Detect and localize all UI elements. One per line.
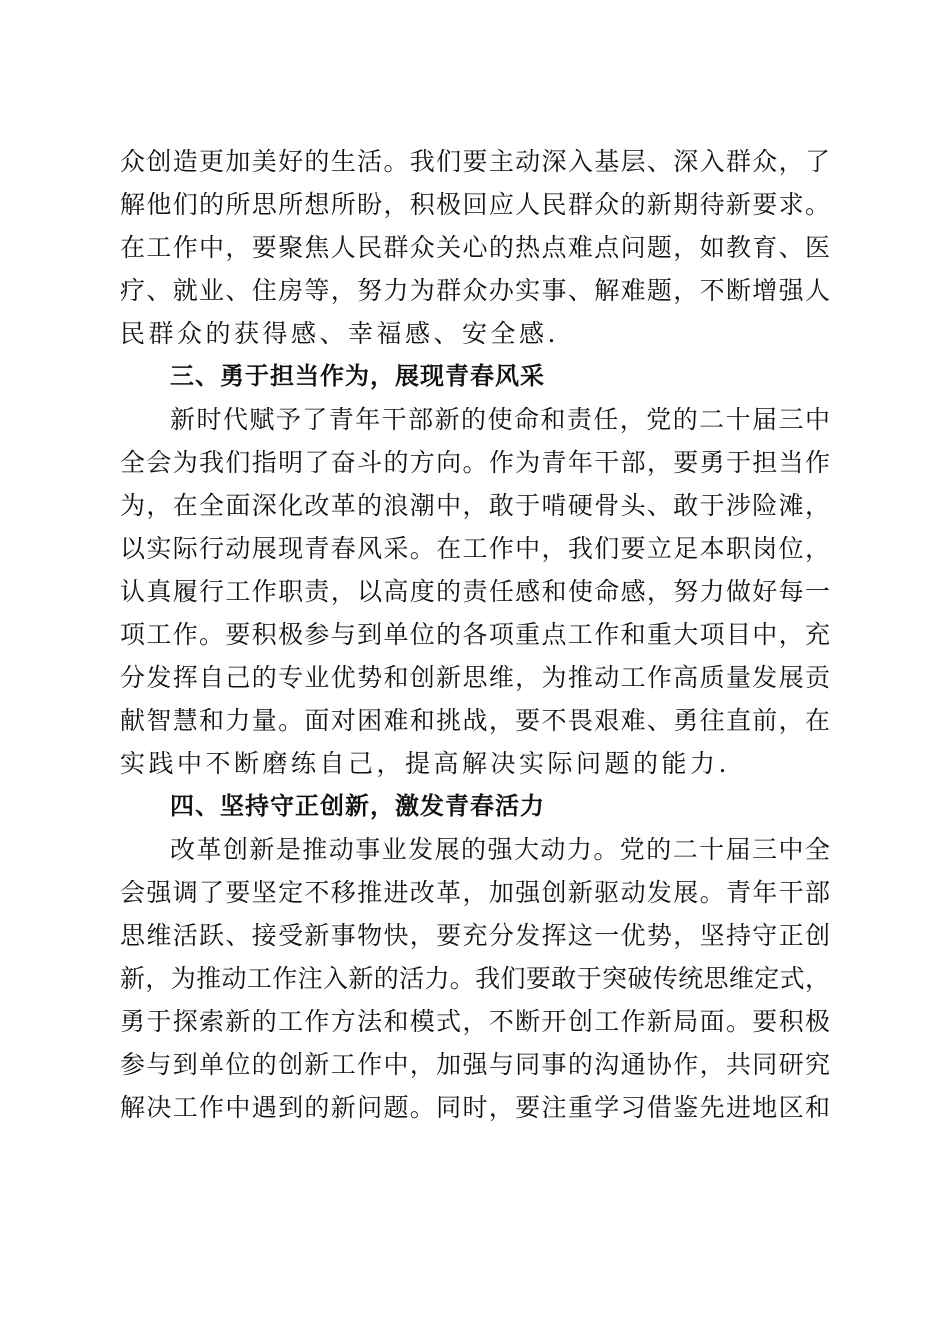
text-line: 实践中不断磨练自己，提高解决实际问题的能力. (120, 749, 730, 778)
text-line: 解他们的所思所想所盼，积极回应人民群众的新期待新要求。 (120, 190, 830, 219)
paragraph-section-4 (120, 828, 830, 1129)
text-line: 勇于探索新的工作方法和模式，不断开创工作新局面。要积极 (120, 1007, 830, 1036)
text-line: 民群众的获得感、幸福感、安全感. (120, 319, 559, 348)
text-line: 在工作中，要聚焦人民群众关心的热点难点问题，如教育、医 (120, 233, 830, 262)
text-line: 众创造更加美好的生活。我们要主动深入基层、深入群众，了 (120, 147, 830, 176)
text-line: 改革创新是推动事业发展的强大动力。党的二十届三中全 (170, 835, 830, 864)
text-line: 认真履行工作职责，以高度的责任感和使命感，努力做好每一 (120, 577, 830, 606)
text-line: 新时代赋予了青年干部新的使命和责任，党的二十届三中 (170, 405, 830, 434)
text-line: 以实际行动展现青春风采。在工作中，我们要立足本职岗位， (120, 534, 830, 563)
text-line: 新，为推动工作注入新的活力。我们要敢于突破传统思维定式， (120, 964, 830, 993)
text-line: 项工作。要积极参与到单位的各项重点工作和重大项目中，充 (120, 620, 830, 649)
text-line: 分发挥自己的专业优势和创新思维，为推动工作高质量发展贡 (120, 663, 830, 692)
text-line: 为，在全面深化改革的浪潮中，敢于啃硬骨头、敢于涉险滩， (120, 491, 830, 520)
text-line: 全会为我们指明了奋斗的方向。作为青年干部，要勇于担当作 (120, 448, 830, 477)
document-page (120, 140, 830, 1129)
section-heading-3: 三、勇于担当作为，展现青春风采 (170, 362, 545, 390)
text-line: 会强调了要坚定不移推进改革，加强创新驱动发展。青年干部 (120, 878, 830, 907)
text-line: 疗、就业、住房等，努力为群众办实事、解难题，不断增强人 (120, 276, 830, 305)
text-line: 解决工作中遇到的新问题。同时，要注重学习借鉴先进地区和 (120, 1093, 830, 1122)
section-heading-4: 四、坚持守正创新，激发青春活力 (170, 792, 545, 820)
text-line: 思维活跃、接受新事物快，要充分发挥这一优势，坚持守正创 (120, 921, 830, 950)
text-line: 献智慧和力量。面对困难和挑战，要不畏艰难、勇往直前，在 (120, 706, 830, 735)
paragraph-section-3 (120, 398, 830, 785)
paragraph-continuation (120, 140, 830, 355)
text-line: 参与到单位的创新工作中，加强与同事的沟通协作，共同研究 (120, 1050, 830, 1079)
